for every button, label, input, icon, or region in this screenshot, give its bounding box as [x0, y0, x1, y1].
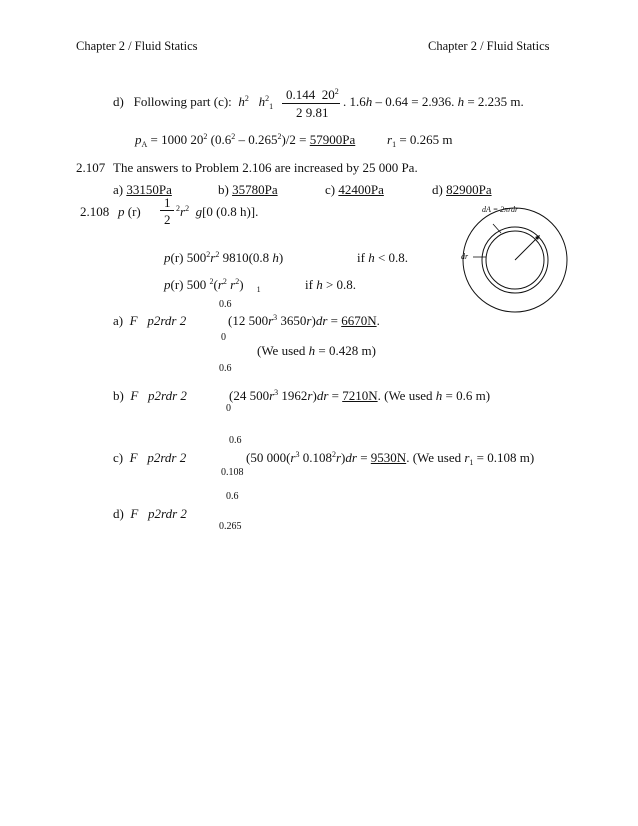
fraction-numerator: [286, 88, 339, 101]
var-r: r: [210, 250, 216, 265]
t: (We used: [257, 343, 309, 358]
t: > 0.8.: [322, 277, 357, 292]
sup: 2: [176, 204, 180, 213]
var-F: F: [129, 313, 138, 328]
num: 0.144: [286, 87, 316, 102]
var-r: r: [307, 388, 313, 403]
var-dr: dr: [315, 313, 328, 328]
t: 0.108: [299, 450, 332, 465]
part-d-108-lhs: [113, 507, 187, 520]
var-h: h: [308, 343, 316, 358]
t: = 0.265 m: [396, 132, 453, 147]
answer-value: 33150Pa: [126, 182, 172, 197]
fraction-denominator: 2 9.81: [296, 105, 329, 120]
t: (r): [170, 277, 184, 292]
answer-label: b): [218, 182, 233, 197]
var-h: h: [368, 250, 375, 265]
var-dr: dr: [316, 388, 329, 403]
answer-value: 7210N: [342, 388, 378, 403]
t: =: [328, 388, 343, 403]
sup: 2: [334, 87, 339, 96]
t: =: [356, 450, 371, 465]
var-h: h: [435, 388, 443, 403]
answer-value: 6670N: [341, 313, 377, 328]
part-a-note: [257, 344, 376, 357]
t: ): [341, 450, 346, 465]
num2: 20: [321, 87, 335, 102]
t: 500: [183, 250, 207, 265]
t: (r): [127, 204, 141, 219]
sup: 2: [206, 250, 211, 259]
t: – 0.64 = 2.936.: [372, 94, 458, 109]
frac-bar: [160, 210, 174, 211]
integral-upper-limit: 0.6: [219, 363, 232, 374]
integral-upper-limit: 0.6: [226, 491, 239, 502]
t: if: [357, 250, 369, 265]
integral-upper-limit: 0.6: [219, 299, 232, 310]
t: .: [376, 313, 380, 328]
dA-label: dA = 2πrdr: [482, 205, 519, 214]
part-d-label: d): [113, 94, 124, 109]
sup: 2: [185, 204, 190, 213]
answer-b: [218, 183, 278, 196]
integral-upper-limit: 0.6: [229, 435, 242, 446]
var-p: p: [118, 204, 125, 219]
part-d-prefix: Following part (c):: [133, 94, 232, 109]
t: . 1.6: [343, 94, 366, 109]
t: (: [213, 277, 218, 292]
t: b): [113, 388, 124, 403]
t: = 1000 20: [147, 132, 204, 147]
problem-number-2108: 2.108: [80, 204, 110, 219]
var-h: h: [457, 94, 465, 109]
sup: 2: [235, 277, 240, 286]
sup: 2: [265, 94, 270, 103]
sup: 3: [295, 450, 300, 459]
t: . (We used: [377, 388, 436, 403]
sub: 1: [392, 140, 397, 149]
t: ): [278, 250, 284, 265]
integral-lower-limit: 0: [221, 332, 226, 343]
t: – 0.265: [235, 132, 278, 147]
answer-label: d): [432, 182, 447, 197]
radius-line: [515, 236, 539, 260]
t: a): [113, 313, 124, 328]
t: = 0.108 m): [473, 450, 535, 465]
var-r: r: [269, 388, 275, 403]
var-F: F: [129, 450, 138, 465]
var-F: F: [130, 388, 139, 403]
fraction-bar: [282, 103, 340, 104]
var-g: g: [195, 204, 203, 219]
t: ): [311, 313, 316, 328]
integral-lower-limit: 0.265: [219, 521, 242, 532]
sup: 2: [209, 277, 214, 286]
integrand: p2rdr 2: [148, 506, 187, 521]
var-r: r: [464, 450, 470, 465]
t: (r): [170, 250, 184, 265]
t: =: [327, 313, 342, 328]
var-p: p: [135, 132, 142, 147]
answer-value: 35780Pa: [232, 182, 278, 197]
annulus-figure: [455, 200, 575, 320]
var-r: r: [335, 450, 342, 465]
answer-d: [432, 183, 492, 196]
sup: 2: [203, 132, 208, 141]
running-header-right: Chapter 2 / Fluid Statics: [428, 39, 550, 53]
part-a-rhs: [228, 314, 380, 327]
sub: 1: [469, 458, 474, 467]
var-h: h: [365, 94, 373, 109]
var-r: r: [387, 132, 393, 147]
var-dr: dr: [345, 450, 357, 465]
sub: 1: [256, 285, 261, 294]
answer-value: 42400Pa: [338, 182, 384, 197]
var-r: r: [306, 313, 312, 328]
answer-value: 82900Pa: [446, 182, 492, 197]
t: = 0.6 m): [442, 388, 491, 403]
frac-num: 1: [164, 195, 171, 210]
sup: 2: [244, 94, 249, 103]
part-b-lhs: [113, 389, 187, 402]
var-h: h: [316, 277, 323, 292]
t: d): [113, 506, 124, 521]
t: = 0.428 m): [315, 343, 376, 358]
equation-rhs: [176, 205, 258, 218]
part-d-line: [113, 94, 274, 111]
part-c-rhs: [246, 450, 535, 467]
frac-den: 2: [164, 212, 171, 227]
answer-value: 9530N: [370, 450, 407, 465]
answer-label: c): [325, 182, 339, 197]
sup: 2: [331, 450, 336, 459]
t: c): [113, 450, 124, 465]
var-r: r: [290, 450, 296, 465]
part-d-result: [343, 95, 524, 108]
t: )/2 =: [281, 132, 310, 147]
sub: A: [141, 140, 148, 149]
problem-2107-statement: The answers to Problem 2.106 are increased by 25 000 Pa.: [113, 160, 418, 175]
answer-pa: 57900Pa: [309, 132, 356, 147]
case-1-condition: [357, 251, 408, 264]
integral-lower-limit: 0: [226, 403, 231, 414]
t: = 2.235 m.: [464, 94, 524, 109]
integrand: p2rdr 2: [148, 388, 187, 403]
var-r: r: [180, 204, 186, 219]
t: (0.6: [207, 132, 232, 147]
t: < 0.8.: [374, 250, 409, 265]
t: 9810(0.8: [219, 250, 273, 265]
var-h: h: [272, 250, 279, 265]
answer-label: a): [113, 182, 127, 197]
t: ): [239, 277, 244, 292]
part-b-rhs: [229, 389, 490, 402]
integrand: p2rdr 2: [147, 450, 187, 465]
answer-c: [325, 183, 384, 196]
t: 3650: [277, 313, 307, 328]
t: (24 500: [229, 388, 270, 403]
var-h: h: [238, 94, 245, 109]
integral-lower-limit: 0.108: [221, 467, 244, 478]
t: ): [312, 388, 317, 403]
sup: 3: [274, 388, 279, 397]
case-1-equation: [164, 251, 283, 264]
var-r: r: [268, 313, 274, 328]
part-a-lhs: [113, 314, 186, 327]
dr-label: dr: [461, 252, 469, 261]
t: (50 000(: [246, 450, 291, 465]
sup: 2: [277, 132, 282, 141]
t: if: [305, 277, 317, 292]
var-h: h: [258, 94, 266, 109]
running-header-left: Chapter 2 / Fluid Statics: [76, 39, 198, 53]
var-p: p: [164, 277, 171, 292]
var-r: r: [217, 277, 223, 292]
sup: 3: [273, 313, 278, 322]
part-c-lhs: [113, 451, 186, 464]
t: . (We used: [406, 450, 465, 465]
problem-number-2107: 2.107: [76, 160, 106, 175]
sub: 1: [269, 102, 274, 111]
equation-lhs: [118, 205, 141, 218]
var-p: p: [164, 250, 171, 265]
r1-value: [387, 132, 453, 149]
case-2-condition: [305, 278, 356, 291]
sup: 2: [222, 277, 227, 286]
t: 500: [183, 277, 207, 292]
sup: 2: [215, 250, 220, 259]
t: 1962: [278, 388, 308, 403]
t: [0 (0.8 h)].: [202, 204, 259, 219]
var-r: r: [226, 277, 236, 292]
pressure-a-line: [135, 132, 356, 149]
t: (12 500: [228, 313, 269, 328]
integrand: p2rdr 2: [147, 313, 187, 328]
dA-leader-line: [493, 224, 501, 233]
var-F: F: [130, 506, 139, 521]
sup: 2: [231, 132, 236, 141]
case-2-equation: [164, 277, 261, 294]
